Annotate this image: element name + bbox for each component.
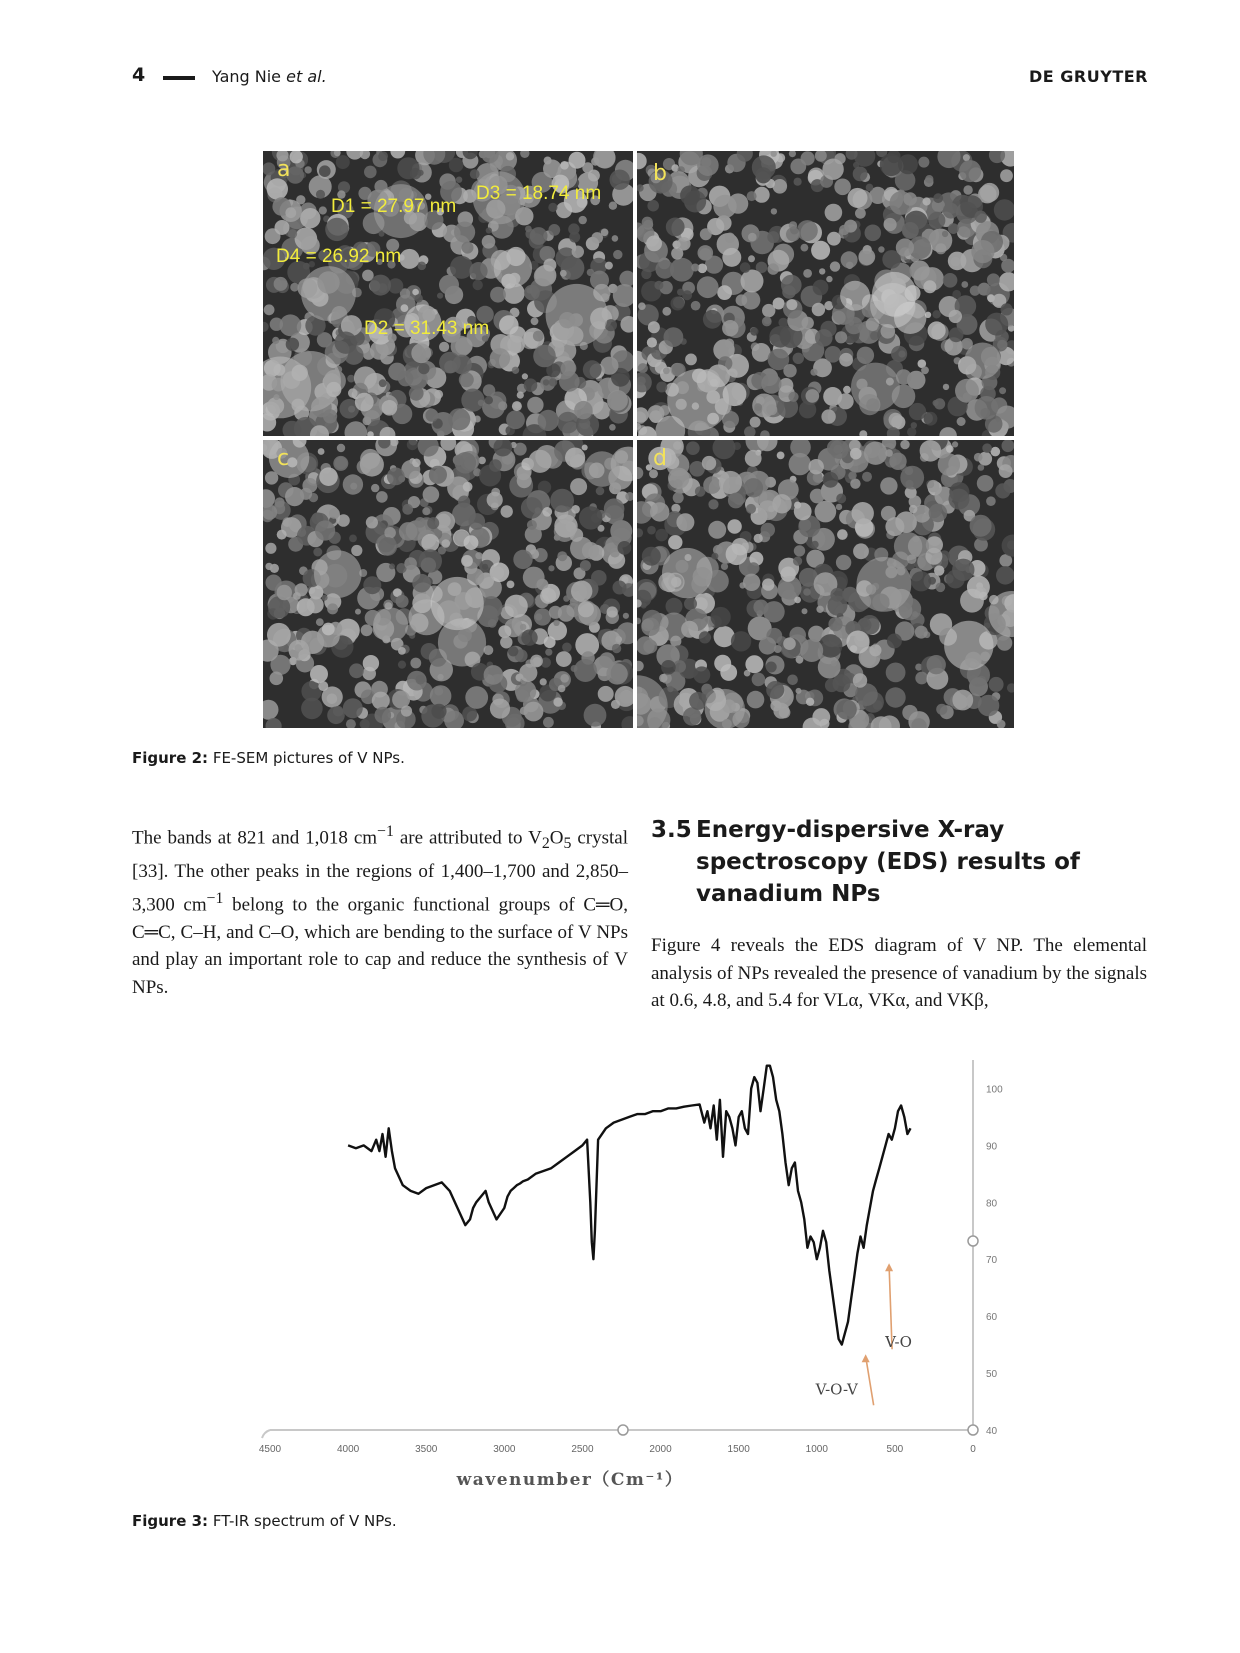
x-tick-label: 2000 xyxy=(649,1444,672,1455)
panel-letter-c: c xyxy=(277,446,290,471)
sem-panel-c xyxy=(263,440,633,728)
annotation-label: V-O-V xyxy=(815,1380,858,1399)
figure-3-caption xyxy=(132,1512,397,1530)
figure-2-caption-text: FE-SEM pictures of V NPs. xyxy=(212,749,405,767)
sem-texture-b xyxy=(637,151,1014,436)
y-tick-label: 80 xyxy=(986,1198,998,1210)
y-tick-label: 100 xyxy=(986,1084,1003,1096)
figure-2-label: Figure 2: xyxy=(132,749,209,767)
header-dash xyxy=(163,76,195,80)
section-heading xyxy=(651,814,1147,910)
body-paragraph-left xyxy=(132,818,628,1001)
x-tick-label: 3000 xyxy=(493,1444,516,1455)
section-number: 3.5 xyxy=(651,817,692,843)
axis-origin-handle xyxy=(968,1425,978,1435)
x-tick-labels xyxy=(259,1444,976,1455)
figure-2-sem-images xyxy=(263,151,1014,728)
y-tick-labels xyxy=(986,1084,1003,1437)
figure-3-label: Figure 3: xyxy=(132,1512,209,1530)
ftir-spectrum-line xyxy=(348,1066,910,1345)
annotation-arrowhead xyxy=(885,1263,893,1271)
figure-3-ftir-chart xyxy=(250,1055,1020,1505)
sem-panel-b xyxy=(637,151,1014,436)
y-tick-label: 90 xyxy=(986,1141,998,1153)
annotation-arrow xyxy=(866,1356,874,1405)
sem-texture-c xyxy=(263,440,633,728)
sem-texture-d xyxy=(637,440,1014,728)
y-tick-label: 50 xyxy=(986,1369,998,1381)
measurement-d2: D2 = 31.43 nm xyxy=(364,318,490,339)
author-suffix: et al. xyxy=(286,67,327,86)
y-axis-handle xyxy=(968,1236,978,1246)
x-tick-label: 4000 xyxy=(336,1444,360,1455)
x-tick-label: 4500 xyxy=(258,1444,282,1455)
annotation-arrowhead xyxy=(862,1354,870,1362)
x-axis-label: wavenumber（Cm⁻¹） xyxy=(456,1470,684,1490)
annotation-label: V-O xyxy=(885,1333,912,1352)
x-tick-label: 2500 xyxy=(571,1444,594,1455)
x-tick-label: 1000 xyxy=(805,1444,828,1455)
subscript-five: 5 xyxy=(563,835,572,853)
header-author xyxy=(212,67,327,86)
section-paragraph: Figure 4 reveals the EDS diagram of V NP. The elemental analysis of NPs revealed the presence of vanadium by the signals at 0.6, 4.8, and 5.4 for VLα, VKα, and VKβ, xyxy=(651,935,1147,1011)
sem-panel-a xyxy=(263,151,633,436)
x-tick-label: 0 xyxy=(970,1444,976,1455)
figure-2-caption xyxy=(132,749,405,767)
para-text-3: O xyxy=(549,827,564,849)
panel-letter-d: d xyxy=(653,446,667,471)
author-name: Yang Nie xyxy=(212,67,282,86)
measurement-d3: D3 = 18.74 nm xyxy=(476,183,602,204)
x-tick-label: 500 xyxy=(886,1444,904,1455)
sem-panel-d xyxy=(637,440,1014,728)
measurement-d4: D4 = 26.92 nm xyxy=(276,246,402,267)
superscript-minus-one: −1 xyxy=(377,823,394,840)
panel-letter-a: a xyxy=(277,157,291,182)
x-axis-left-hook xyxy=(262,1430,270,1438)
journal-name: DE GRUYTER xyxy=(1029,67,1148,86)
panel-letter-b: b xyxy=(653,161,667,186)
section-3-5 xyxy=(651,814,1147,1015)
y-tick-label: 40 xyxy=(986,1426,998,1437)
x-axis-handle xyxy=(618,1425,628,1435)
peak-annotations xyxy=(815,1263,912,1405)
figure-3-caption-text: FT-IR spectrum of V NPs. xyxy=(212,1512,397,1530)
measurement-d1: D1 = 27.97 nm xyxy=(331,196,457,217)
x-tick-label: 3500 xyxy=(415,1444,438,1455)
section-title: Energy-dispersive X-ray spectroscopy (EDS) results of vanadium NPs xyxy=(696,817,1080,907)
running-head xyxy=(132,64,1148,94)
x-tick-label: 1500 xyxy=(727,1444,750,1455)
y-tick-label: 60 xyxy=(986,1312,998,1324)
subscript-two: 2 xyxy=(541,835,550,853)
para-text-2: are attributed to V xyxy=(393,827,542,849)
superscript-minus-one-2: −1 xyxy=(206,890,224,908)
y-tick-label: 70 xyxy=(986,1255,998,1267)
para-text-1: The bands at 821 and 1,018 cm xyxy=(132,827,378,849)
para-text-5: belong to the organic functional groups of C═O, C═C, C–H, and C–O, which are bending to the surface of V NPs and play an important role to cap and reduce the synthesis of V NPs. xyxy=(132,894,628,998)
page-number: 4 xyxy=(132,64,146,86)
para-text-4: crystal [33]. The other peaks in the regions of 1,400–1,700 and 2,850–3,300 cm xyxy=(132,827,628,916)
